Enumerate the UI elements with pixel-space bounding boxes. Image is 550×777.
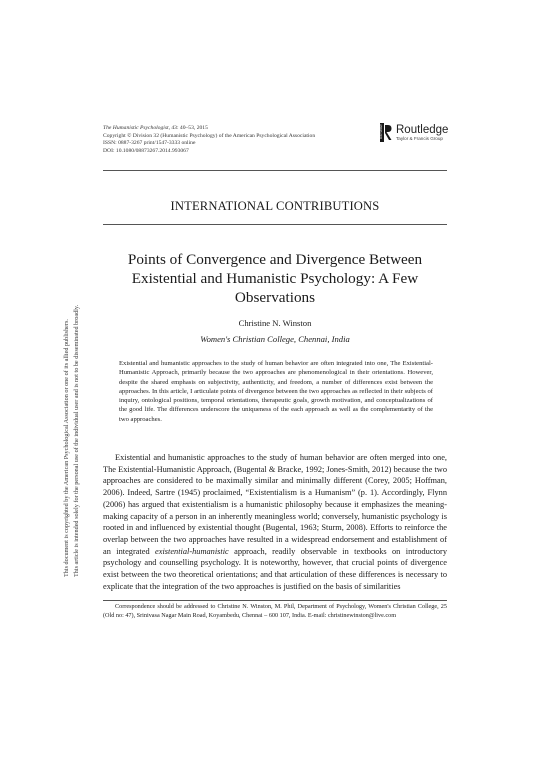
header-rule-bottom <box>103 224 447 225</box>
journal-copyright: Copyright © Division 32 (Humanistic Psychology) of the American Psychological Association <box>103 132 316 139</box>
title-line: Existential and Humanistic Psychology: A Few <box>131 270 419 287</box>
publisher-logo <box>380 123 448 142</box>
journal-citation <box>103 125 403 133</box>
journal-doi: DOI: 10.1080/08873267.2014.993067 <box>103 147 189 154</box>
abstract: Existential and humanistic approaches to the study of human behavior are often integrated into one, The Existential-Humanistic Approach, primarily because the two approaches are phenomenological in their orientations. However, despite the shared emphasis on subjectivity, authenticity, and freedom, a number of differences exist between the approaches. In this article, I articulate points of divergence between the two approaches as reflected in their subjects of inquiry, ontological positions, temporal orientations, therapeutic goals, growth motivation, and conceptualizations of the good life. The differences underscore the uniqueness of the each approach as well as the complementarity of the two approaches. <box>119 360 433 423</box>
correspondence-footnote: Correspondence should be addressed to Christine N. Winston, M. Phil, Department of Psychology, Women's Christian College, 25 (Old no: 47), Srinivasa Nagar Main Road, Koyambedu, Chennai – 600 107, India. E-mail: christinewinston@live.com <box>103 603 447 619</box>
author-name: Christine N. Winston <box>238 318 312 328</box>
footnote-rule <box>103 600 447 601</box>
routledge-side-text: ROUTLEDGE <box>380 124 383 139</box>
body-paragraph: Existential and humanistic approaches to the study of human behavior are often merged into one, The Existential-Humanistic Approach, (Bugental & Bracke, 1992; Jones-Smith, 2012) because the two approaches are considered to be maximally similar and minimally different (Corey, 2005; Hoffman, 2006). Indeed, Sartre (1945) proclaimed, “Existentialism is a Humanism” (p. 1). Accordingly, Flynn (2006) has argued that existentialism is a humanistic philosophy because it emphasizes the meaning-making capacity of a person in an inherently meaningless world; conversely, humanistic psychology is rooted in and influenced by existential thought (Bugental, 1963; Sturm, 2008). Efforts to reinforce the overlap between the two approaches have resulted in a widespread endorsement and establishment of an integrated existential-humanistic approach, readily observable in textbooks on introductory psychology and counselling psychology. It is noteworthy, however, that crucial points of divergence exist between the two theoretical orientations; and that articulation of these differences is necessary to explicate that the integration of the two approaches is justified on the basis of similarities <box>103 453 447 591</box>
journal-volume-pages: , 43: 40–53, 2015 <box>168 125 208 131</box>
journal-issn: ISSN: 0887-3267 print/1547-3333 online <box>103 140 196 147</box>
body-text <box>103 452 447 592</box>
usage-side-note: This article is intended solely for the personal use of the individual user and is not to be disseminated broadly. <box>73 304 80 577</box>
routledge-mark-icon <box>380 123 392 142</box>
section-heading: INTERNATIONAL CONTRIBUTIONS <box>170 199 380 213</box>
header-rule-top <box>103 170 447 171</box>
title-line: Points of Convergence and Divergence Between <box>127 251 423 268</box>
publisher-group: Taylor & Francis Group <box>396 135 443 141</box>
publisher-name: Routledge <box>396 123 449 136</box>
article-title <box>103 250 447 307</box>
journal-citation-block <box>103 125 403 155</box>
journal-title: The Humanistic Psychologist <box>103 125 169 131</box>
author-affiliation: Women's Christian College, Chennai, India <box>200 334 350 344</box>
copyright-side-note: This document is copyrighted by the American Psychological Association or one of its allied publishers. <box>63 319 70 577</box>
title-line: Observations <box>234 289 316 306</box>
